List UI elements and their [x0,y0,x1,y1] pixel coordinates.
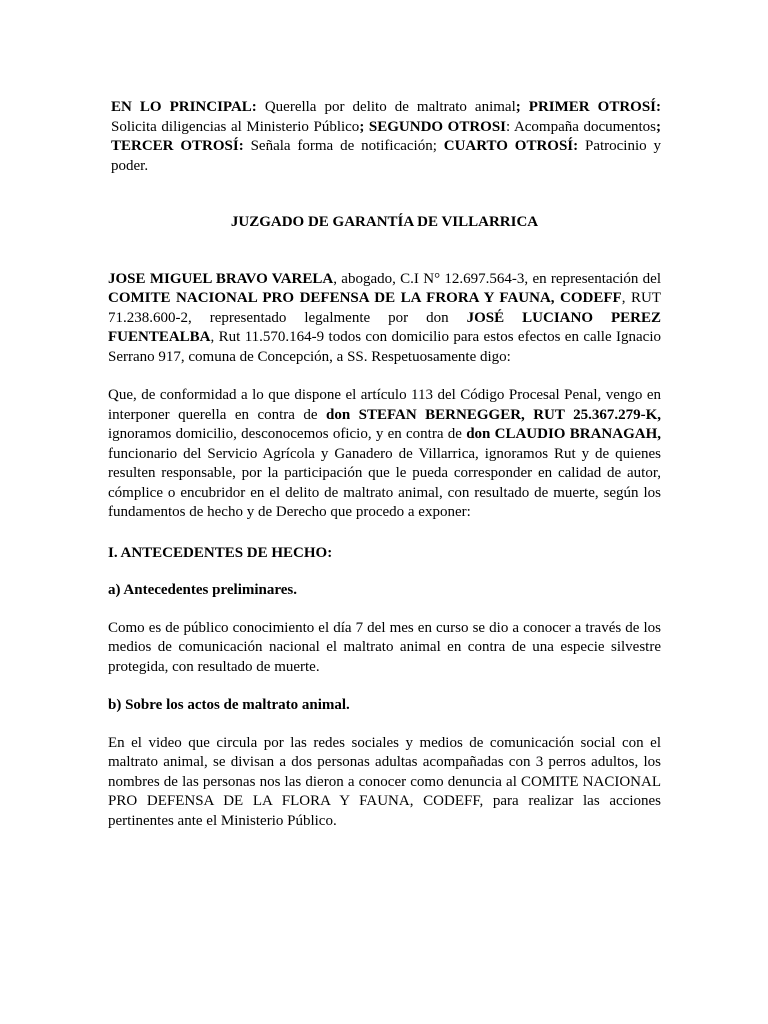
primer-otrosi-label: ; PRIMER OTROSÍ: [515,99,662,115]
fundamento-text-1: Que, de conformidad a lo que dispone el artículo 113 del Código Procesal Penal, vengo en interponer querella en contra de [108,387,661,423]
segundo-otrosi-label: ; SEGUNDO OTROSI [359,118,507,135]
primer-otrosi-text: Solicita diligencias al Ministerio Público [111,118,360,135]
paragraph-maltrato: En el video que circula por las redes sociales y medios de comunicación social con el maltrato animal, se divisan a dos personas adultas acompañadas con 3 perros adultos, los nombres de las personas nos las dieron a conocer como denuncia al COMITE NACIONAL PRO DEFENSA DE LA FLORA Y FAUNA, CODEFF, para realizar las acciones pertinentes ante el Ministerio Público. [108,734,661,829]
comparecencia-paragraph [108,270,661,368]
fundamento-text-2: ignoramos domicilio, desconocemos oficio, y en contra de [108,426,467,442]
representative-name: JOSÉ LUCIANO PEREZ FUENTEALBA [108,309,661,345]
comparecencia-text-3: , Rut 11.570.164-9 todos con domicilio para estos efectos en calle Ignacio Serrano 917, comuna de Concepción, a SS. Respetuosamente digo: [108,329,661,365]
querellado-2: don CLAUDIO BRANAGAH, [466,426,661,442]
fundamento-text-3: funcionario del Servicio Agrícola y Ganadero de Villarrica, ignoramos Rut y de quienes resulten responsable, por la participación que le pueda corresponder en calidad de autor, cómplice o encubridor en el delito de maltrato animal, con resultado de muerte, según los fundamentos de hecho y de Derecho que procedo a exponer: [108,445,661,520]
section-heading-antecedentes: I. ANTECEDENTES DE HECHO: [108,544,333,561]
cuarto-otrosi-label: CUARTO OTROSÍ: [443,138,579,154]
sumilla [108,98,661,176]
fundamento-paragraph [108,386,661,523]
paragraph-preliminares: Como es de público conocimiento el día 7 del mes en curso se dio a conocer a través de los medios de comunicación nacional el maltrato animal en contra de una especie silvestre protegida, con resultado de muerte. [108,619,661,675]
en-lo-principal-text: Querella por delito de maltrato animal [256,99,516,115]
tercer-otrosi-label: ; TERCER OTROSÍ: [111,118,661,154]
document-page [108,98,661,850]
comparecencia-text-2: , RUT 71.238.600-2, representado legalmente por don [108,290,662,326]
segundo-otrosi-text: : Acompaña documentos [506,118,656,135]
court-title: JUZGADO DE GARANTÍA DE VILLARRICA [230,214,539,230]
subheading-preliminares: a) Antecedentes preliminares. [108,582,298,598]
subheading-maltrato: b) Sobre los actos de maltrato animal. [108,697,350,713]
abogado-name: JOSE MIGUEL BRAVO VARELA [108,270,334,287]
comparecencia-text-1: , abogado, C.I N° 12.697.564-3, en representación del [333,270,662,287]
tercer-otrosi-text: Señala forma de notificación; [243,138,444,154]
en-lo-principal-label: EN LO PRINCIPAL: [111,99,257,115]
cuarto-otrosi-text: Patrocinio y poder. [111,138,661,174]
querellado-1: don STEFAN BERNEGGER, RUT 25.367.279-K, [326,406,661,423]
entity-name: COMITE NACIONAL PRO DEFENSA DE LA FRORA Y FAUNA, CODEFF [108,290,622,306]
